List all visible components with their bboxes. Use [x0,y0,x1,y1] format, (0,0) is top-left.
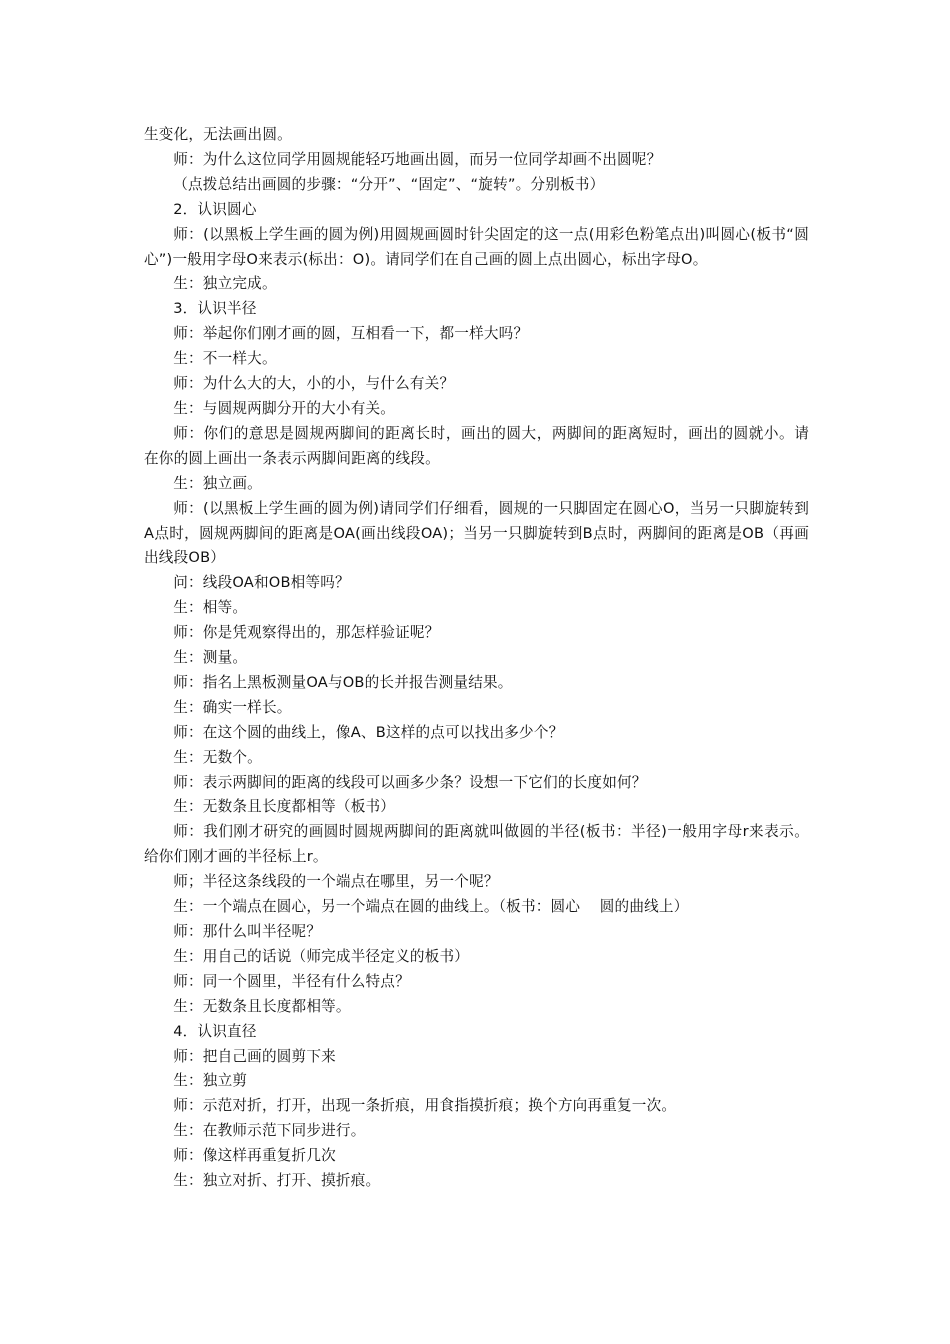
text-paragraph: 生：独立对折、打开、摸折痕。 [173,1172,381,1190]
text-paragraph: 生变化，无法画出圆。 [144,126,292,143]
text-paragraph: 师：示范对折，打开，出现一条折痕，用食指摸折痕；换个方向再重复一次。 [173,1097,677,1115]
text-paragraph: 生：不一样大。 [173,350,277,368]
text-paragraph: 师；半径这条线段的一个端点在哪里，另一个呢？ [173,873,499,891]
text-paragraph: 师：为什么大的大，小的小，与什么有关？ [173,375,455,393]
text-paragraph: 4．认识直径 [173,1022,257,1040]
text-paragraph: 师：表示两脚间的距离的线段可以画多少条？设想一下它们的长度如何？ [173,773,647,791]
text-paragraph: 师：把自己画的圆剪下来 [173,1047,336,1065]
text-paragraph: 师：你们的意思是圆规两脚间的距离长时，画出的圆大，两脚间的距离短时，画出的圆就小。请在你的圆上画出一条表示两脚间距离的线段。 [144,424,809,467]
text-paragraph: 生：无数条且长度都相等（板书） [173,798,396,816]
text-paragraph: 生：无数条且长度都相等。 [173,997,351,1015]
text-paragraph: （点拨总结出画圆的步骤：“分开”、“固定”、“旋转”。分别板书） [173,175,605,193]
text-paragraph: 师：那什么叫半径呢？ [173,923,322,940]
text-paragraph: 生：用自己的话说（师完成半径定义的板书） [173,947,470,965]
text-paragraph: 2．认识圆心 [173,200,257,218]
text-paragraph: 问：线段OA和OB相等吗？ [173,574,350,592]
text-paragraph: 生：独立画。 [173,474,262,492]
text-paragraph: 师：你是凭观察得出的，那怎样验证呢？ [173,624,440,642]
text-paragraph: 生：一个端点在圆心，另一个端点在圆的曲线上。（板书：圆心 圆的曲线上） [173,898,689,916]
text-paragraph: 3．认识半径 [173,300,257,318]
text-paragraph: 生：无数个。 [173,748,262,766]
text-paragraph: 师：像这样再重复折几次 [173,1147,336,1165]
text-paragraph: 生：独立完成。 [173,275,277,293]
text-paragraph: 生：与圆规两脚分开的大小有关。 [173,399,396,417]
text-paragraph: 师：举起你们刚才画的圆，互相看一下，都一样大吗？ [173,325,529,343]
text-paragraph: 生：独立剪 [173,1072,248,1090]
text-paragraph: 师：指名上黑板测量OA与OB的长并报告测量结果。 [173,673,513,691]
text-paragraph: 师：在这个圆的曲线上，像A、B这样的点可以找出多少个？ [173,723,564,741]
text-paragraph: 生：测量。 [173,649,248,667]
text-paragraph: 师：同一个圆里，半径有什么特点？ [173,972,410,990]
text-paragraph: 生：相等。 [173,599,248,617]
text-paragraph: 生：确实一样长。 [173,698,292,716]
text-paragraph: 师：(以黑板上学生画的圆为例)请同学们仔细看，圆规的一只脚固定在圆心O，当另一只脚旋转到A点时，圆规两脚间的距离是OA(画出线段OA)；当另一只脚旋转到B点时，两脚间的距离是OB（再画出线段OB） [144,499,809,567]
document-page [144,123,809,1194]
text-paragraph: 生：在教师示范下同步进行。 [173,1122,366,1140]
text-paragraph: 师：为什么这位同学用圆规能轻巧地画出圆，而另一位同学却画不出圆呢？ [173,150,662,168]
text-paragraph: 师：我们刚才研究的画圆时圆规两脚间的距离就叫做圆的半径(板书：半径)一般用字母r来表示。给你们刚才画的半径标上r。 [144,823,809,866]
text-paragraph: 师：(以黑板上学生画的圆为例)用圆规画圆时针尖固定的这一点(用彩色粉笔点出)叫圆心(板书“圆心”)一般用字母O来表示(标出：O)。请同学们在自己画的圆上点出圆心，标出字母O。 [144,225,809,268]
